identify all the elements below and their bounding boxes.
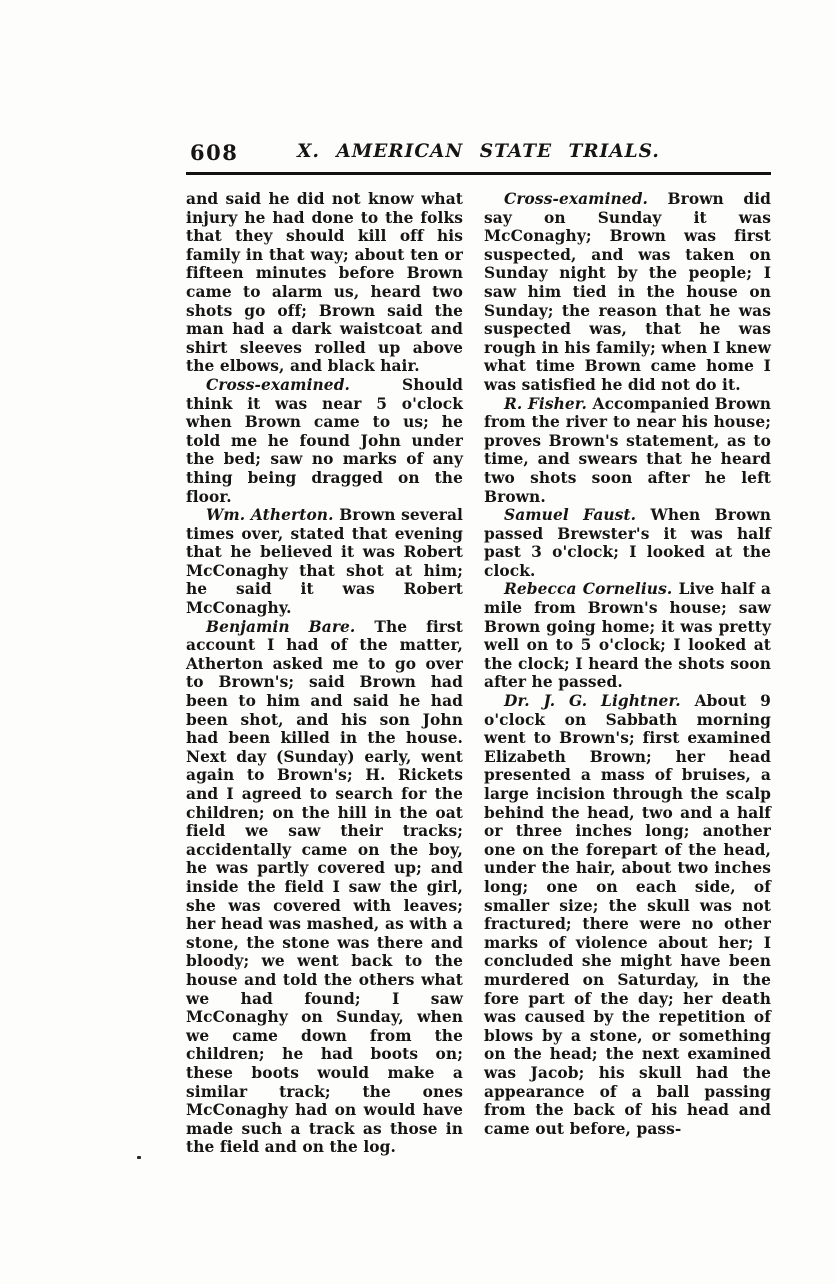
- paragraph: [484, 395, 771, 507]
- paragraph: [186, 618, 463, 1157]
- page-number: 608: [190, 140, 239, 165]
- right-column: [484, 190, 771, 1157]
- paragraph-text: About 9 o'clock on Sabbath morning went to Brown's; first examined Elizabeth Brown; her head presented a mass of bruises, a large incision through the scalp behind the head, two and a half or three inches long; another one on the forepart of the head, under the hair, about two inches long; one on each side, of smaller size; the skull was not fractured; there were no other marks of violence about her; I concluded she might have been murdered on Saturday, in the fore part of the day; her death was caused by the repetition of blows by a stone, or something on the head; the next examined was Jacob; his skull had the appearance of a ball passing from the back of his head and came out before, pass-: [484, 692, 771, 1138]
- text-columns: [186, 190, 771, 1157]
- paragraph: [186, 190, 463, 376]
- paragraph-text: Brown several times over, stated that evening that he believed it was Robert McConaghy that shot at him; he said it was Robert McConaghy.: [186, 506, 463, 618]
- paragraph: [484, 190, 771, 395]
- witness-name: Benjamin Bare.: [206, 617, 356, 636]
- witness-name: Rebecca Cornelius.: [504, 580, 673, 599]
- header-rule: [186, 172, 771, 175]
- witness-name: Cross-examined.: [206, 375, 351, 394]
- paragraph-text: When Brown passed Brewster's it was half past 3 o'clock; I looked at the clock.: [484, 506, 771, 580]
- witness-name: Wm. Atherton.: [206, 506, 334, 525]
- running-title: X. AMERICAN STATE TRIALS.: [297, 141, 660, 162]
- paragraph-text: The first account I had of the matter, Atherton asked me to go over to Brown's; said Brown had been to him and said he had been shot, and his son John had been killed in the house. Next day (Sunday) early, went again to Brown's; H. Rickets and I agreed to search for the children; on the hill in the oat field we saw their tracks; accidentally came on the boy, he was partly covered up; and inside the field I saw the girl, she was covered with leaves; her head was mashed, as with a stone, the stone was there and bloody; we went back to the house and told the others what we had found; I saw McConaghy on Sunday, when we came down from the children; he had boots on; these boots would make a similar track; the ones McConaghy had on would have made such a track as those in the field and on the log.: [186, 617, 463, 1157]
- paragraph: [186, 506, 463, 618]
- paragraph-text: and said he did not know what injury he had done to the folks that they should kill off his family in that way; about ten or fifteen minutes before Brown came to alarm us, heard two shots go off; Brown said the man had a dark waistcoat and shirt sleeves rolled up above the elbows, and black hair.: [186, 190, 463, 376]
- paragraph: [484, 580, 771, 692]
- paragraph-text: Live half a mile from Brown's house; saw Brown going home; it was pretty well on to 5 o'clock; I looked at the clock; I heard the shots soon after he passed.: [484, 580, 772, 692]
- witness-name: Samuel Faust.: [504, 506, 637, 525]
- page-content: [186, 138, 771, 1157]
- paragraph: [484, 692, 771, 1138]
- paragraph-text: Should think it was near 5 o'clock when Brown came to us; he told me he found John under the bed; saw no marks of any thing being dragged on the floor.: [186, 375, 463, 506]
- scan-speck: [137, 1156, 141, 1159]
- witness-name: R. Fisher.: [504, 394, 588, 413]
- left-column: [186, 190, 463, 1157]
- paragraph-text: Brown did say on Sunday it was McConaghy; Brown was first suspected, and was taken on Sunday night by the people; I saw him tied in the house on Sunday; the reason that he was suspected was, that he was rough in his family; when I knew what time Brown came home I was satisfied he did not do it.: [484, 190, 771, 394]
- witness-name: Cross-examined.: [504, 190, 649, 208]
- witness-name: Dr. J. G. Lightner.: [504, 692, 681, 711]
- page-header: [186, 138, 771, 168]
- paragraph: [484, 506, 771, 580]
- paragraph-text: Accompanied Brown from the river to near his house; proves Brown's statement, as to time, and swears that he heard two shots soon after he left Brown.: [484, 394, 772, 506]
- paragraph: [186, 376, 463, 506]
